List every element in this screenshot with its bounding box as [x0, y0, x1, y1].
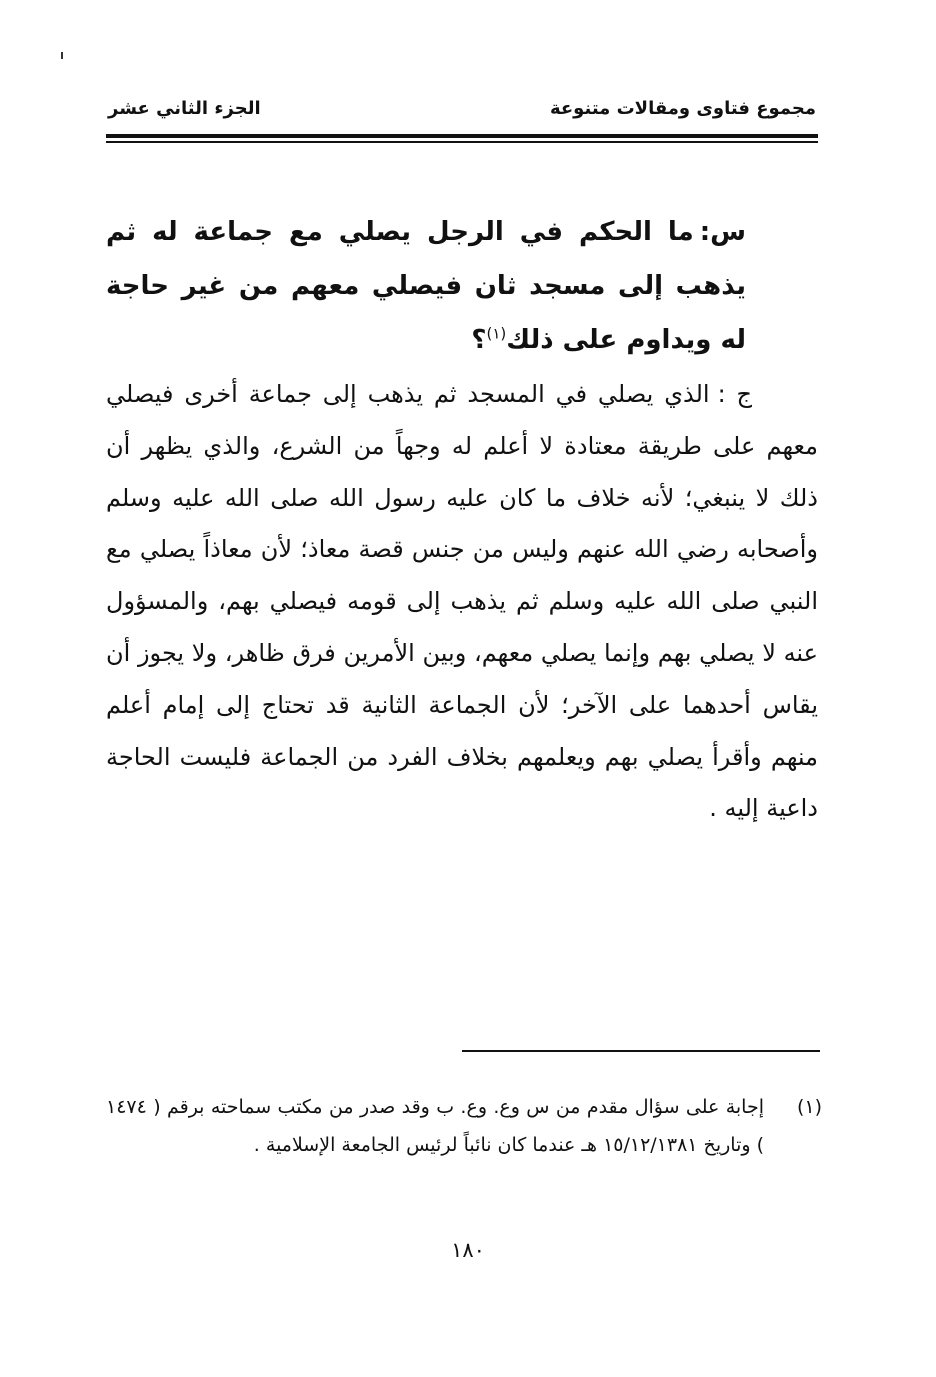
scan-speck — [61, 52, 63, 59]
footnote — [106, 1088, 822, 1164]
answer-text: الذي يصلي في المسجد ثم يذهب إلى جماعة أخرى فيصلي معهم على طريقة معتادة لا أعلم له وجهاً من الشرع، والذي يظهر أن ذلك لا ينبغي؛ لأنه خلاف ما كان عليه رسول الله صلى الله عليه وسلم وأصحابه رضي الله عنهم وليس من جنس قصة معاذ؛ لأن معاذاً يصلي مع النبي صلى الله عليه وسلم ثم يذهب إلى قومه فيصلي بهم، والمسؤول عنه لا يصلي بهم وإنما يصلي معهم، وبين الأمرين فرق ظاهر، ولا يجوز أن يقاس أحدهما على الآخر؛ لأن الجماعة الثانية قد تحتاج إلى إمام أعلم منهم وأقرأ يصلي بهم ويعلمهم بخلاف الفرد من الجماعة فليست الحاجة داعية إليه . — [106, 380, 818, 823]
answer-paragraph — [106, 369, 818, 835]
question-mark: ؟ — [471, 325, 487, 355]
page-number: ١٨٠ — [451, 1238, 485, 1262]
header-rule-thick — [106, 134, 818, 138]
answer-label: ج : — [717, 380, 752, 408]
footnote-separator — [462, 1050, 820, 1052]
question-paragraph — [106, 205, 746, 367]
footnote-reference[interactable]: (١) — [486, 324, 507, 343]
book-title: مجموع فتاوى ومقالات متنوعة — [549, 98, 816, 119]
question-label: س: — [699, 217, 746, 247]
running-header — [108, 98, 816, 128]
question-text: ما الحكم في الرجل يصلي مع جماعة له ثم يذهب إلى مسجد ثان فيصلي معهم من غير حاجة له ويداوم على ذلك — [106, 217, 746, 355]
header-rule-thin — [106, 141, 818, 143]
volume-label: الجزء الثاني عشر — [108, 98, 261, 119]
footnote-number: (١) — [796, 1096, 822, 1118]
footnote-text: إجابة على سؤال مقدم من س وع. وع. ب وقد صدر من مكتب سماحته برقم ( ١٤٧٤ ) وتاريخ ١٥/١٢/١٣٨١ هـ عندما كان نائباً لرئيس الجامعة الإسلامية . — [106, 1096, 764, 1156]
